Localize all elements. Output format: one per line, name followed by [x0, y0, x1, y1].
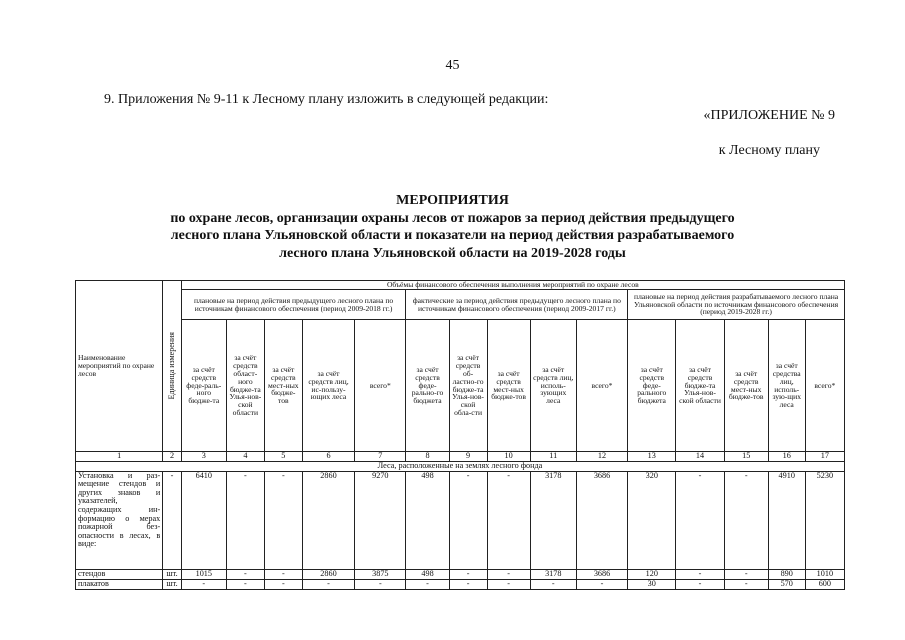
header-c11: за счёт средств лиц, исполь-зующих леса: [530, 320, 576, 452]
row-cell: -: [576, 579, 627, 589]
col-number: 10: [487, 452, 530, 462]
col-number: 2: [163, 452, 181, 462]
header-c17: всего*: [805, 320, 844, 452]
row-cell: -: [676, 471, 724, 569]
row-cell: 1010: [805, 569, 844, 579]
table-row: [76, 569, 845, 579]
row-cell: -: [264, 471, 302, 569]
col-number: 7: [355, 452, 406, 462]
row-name: плакатов: [76, 579, 163, 589]
col-number: 9: [449, 452, 487, 462]
col-number: 8: [406, 452, 449, 462]
page-number: 45: [445, 58, 460, 73]
row-cell: -: [530, 579, 576, 589]
header-plan-new: плановые на период действия разрабатываемого лесного плана Ульяновской области по источникам финансового обеспечения (период 2019-2028 гг.): [628, 290, 845, 320]
title-line-2: лесного плана Ульяновской области и показатели на период действия разрабатываемого: [170, 228, 735, 243]
row-cell: 3686: [576, 471, 627, 569]
header-fact-prev: фактические за период действия предыдущего лесного плана по источникам финансового обеспечения (период 2009-2017 гг.): [406, 290, 628, 320]
row-cell: 570: [768, 579, 805, 589]
row-cell: 2860: [302, 471, 354, 569]
column-number-row: [76, 452, 845, 462]
row-cell: -: [676, 579, 724, 589]
col-number: 3: [181, 452, 226, 462]
row-cell: -: [487, 471, 530, 569]
row-cell: -: [487, 579, 530, 589]
title-line-1: по охране лесов, организации охраны лесов от пожаров за период действия предыдущего: [170, 211, 735, 226]
document-title: МЕРОПРИЯТИЯ: [396, 193, 509, 208]
row-cell: 498: [406, 471, 449, 569]
row-cell: -: [449, 579, 487, 589]
row-cell: -: [181, 579, 226, 589]
row-cell: -: [406, 579, 449, 589]
row-cell: 3178: [530, 471, 576, 569]
header-c7: всего*: [355, 320, 406, 452]
header-c14: за счёт средств бюдже-та Улья-нов-ской области: [676, 320, 724, 452]
title-line-3: лесного плана Ульяновской области на 2019-2028 годы: [279, 246, 626, 261]
row-cell: 3686: [576, 569, 627, 579]
row-cell: -: [676, 569, 724, 579]
row-name: стендов: [76, 569, 163, 579]
header-volume: Объёмы финансового обеспечения выполнения мероприятий по охране лесов: [181, 281, 844, 290]
row-cell: -: [302, 579, 354, 589]
row-cell: 4910: [768, 471, 805, 569]
row-cell: 5230: [805, 471, 844, 569]
col-number: 6: [302, 452, 354, 462]
row-cell: 600: [805, 579, 844, 589]
table-row: [76, 471, 845, 569]
measures-table: [75, 280, 845, 590]
col-number: 17: [805, 452, 844, 462]
header-c8: за счёт средств феде-рально-го бюджета: [406, 320, 449, 452]
row-name: Установка и раз-мещение стендов и других знаков и указателей, содержащих ин-формацию о мерах пожарной без-опасности в лесах, в виде:: [76, 471, 163, 569]
header-unit-label: Единица измерения: [166, 332, 176, 400]
header-unit: [163, 281, 181, 452]
header-c10: за счёт средств мест-ных бюдже-тов: [487, 320, 530, 452]
row-cell: -: [226, 569, 264, 579]
col-number: 11: [530, 452, 576, 462]
appendix-label: «ПРИЛОЖЕНИЕ № 9: [703, 108, 835, 123]
row-cell: 320: [628, 471, 676, 569]
col-number: 4: [226, 452, 264, 462]
header-plan-prev: плановые на период действия предыдущего лесного плана по источникам финансового обеспечения (период 2009-2018 гг.): [181, 290, 406, 320]
row-cell: -: [264, 579, 302, 589]
row-cell: 1015: [181, 569, 226, 579]
header-c12: всего*: [576, 320, 627, 452]
col-number: 12: [576, 452, 627, 462]
row-cell: -: [449, 471, 487, 569]
row-cell: 120: [628, 569, 676, 579]
col-number: 14: [676, 452, 724, 462]
row-cell: -: [355, 579, 406, 589]
header-c15: за счёт средств мест-ных бюдже-тов: [724, 320, 768, 452]
header-c5: за счёт средств мест-ных бюдже-тов: [264, 320, 302, 452]
header-c4: за счёт средств област-ного бюдже-та Улья-нов-ской области: [226, 320, 264, 452]
header-c3: за счёт средств феде-раль-ного бюдже-та: [181, 320, 226, 452]
row-cell: 9270: [355, 471, 406, 569]
row-cell: 3875: [355, 569, 406, 579]
row-cell: 498: [406, 569, 449, 579]
row-cell: шт.: [163, 569, 181, 579]
row-cell: 2860: [302, 569, 354, 579]
table-row: [76, 579, 845, 589]
row-cell: 6410: [181, 471, 226, 569]
row-cell: -: [487, 569, 530, 579]
col-number: 5: [264, 452, 302, 462]
col-number: 13: [628, 452, 676, 462]
row-cell: -: [264, 569, 302, 579]
row-cell: -: [449, 569, 487, 579]
intro-paragraph: 9. Приложения № 9-11 к Лесному плану изложить в следующей редакции:: [104, 92, 549, 107]
row-cell: 3178: [530, 569, 576, 579]
col-number: 16: [768, 452, 805, 462]
row-cell: -: [226, 471, 264, 569]
appendix-subtitle: к Лесному плану: [718, 143, 820, 158]
row-cell: -: [163, 471, 181, 569]
col-number: 1: [76, 452, 163, 462]
section-heading: Леса, расположенные на землях лесного фонда: [76, 462, 845, 472]
row-cell: 890: [768, 569, 805, 579]
col-number: 15: [724, 452, 768, 462]
row-cell: 30: [628, 579, 676, 589]
row-cell: -: [226, 579, 264, 589]
row-cell: -: [724, 471, 768, 569]
header-c6: за счёт средств лиц, ис-пользу-ющих леса: [302, 320, 354, 452]
row-cell: -: [724, 569, 768, 579]
row-cell: -: [724, 579, 768, 589]
header-c13: за счёт средств феде-рального бюджета: [628, 320, 676, 452]
header-name: Наименование мероприятий по охране лесов: [76, 281, 163, 452]
row-cell: шт.: [163, 579, 181, 589]
header-c16: за счёт средства лиц, исполь-зую-щих леса: [768, 320, 805, 452]
header-c9: за счёт средств об-ластно-го бюдже-та Улья-нов-ской обла-сти: [449, 320, 487, 452]
